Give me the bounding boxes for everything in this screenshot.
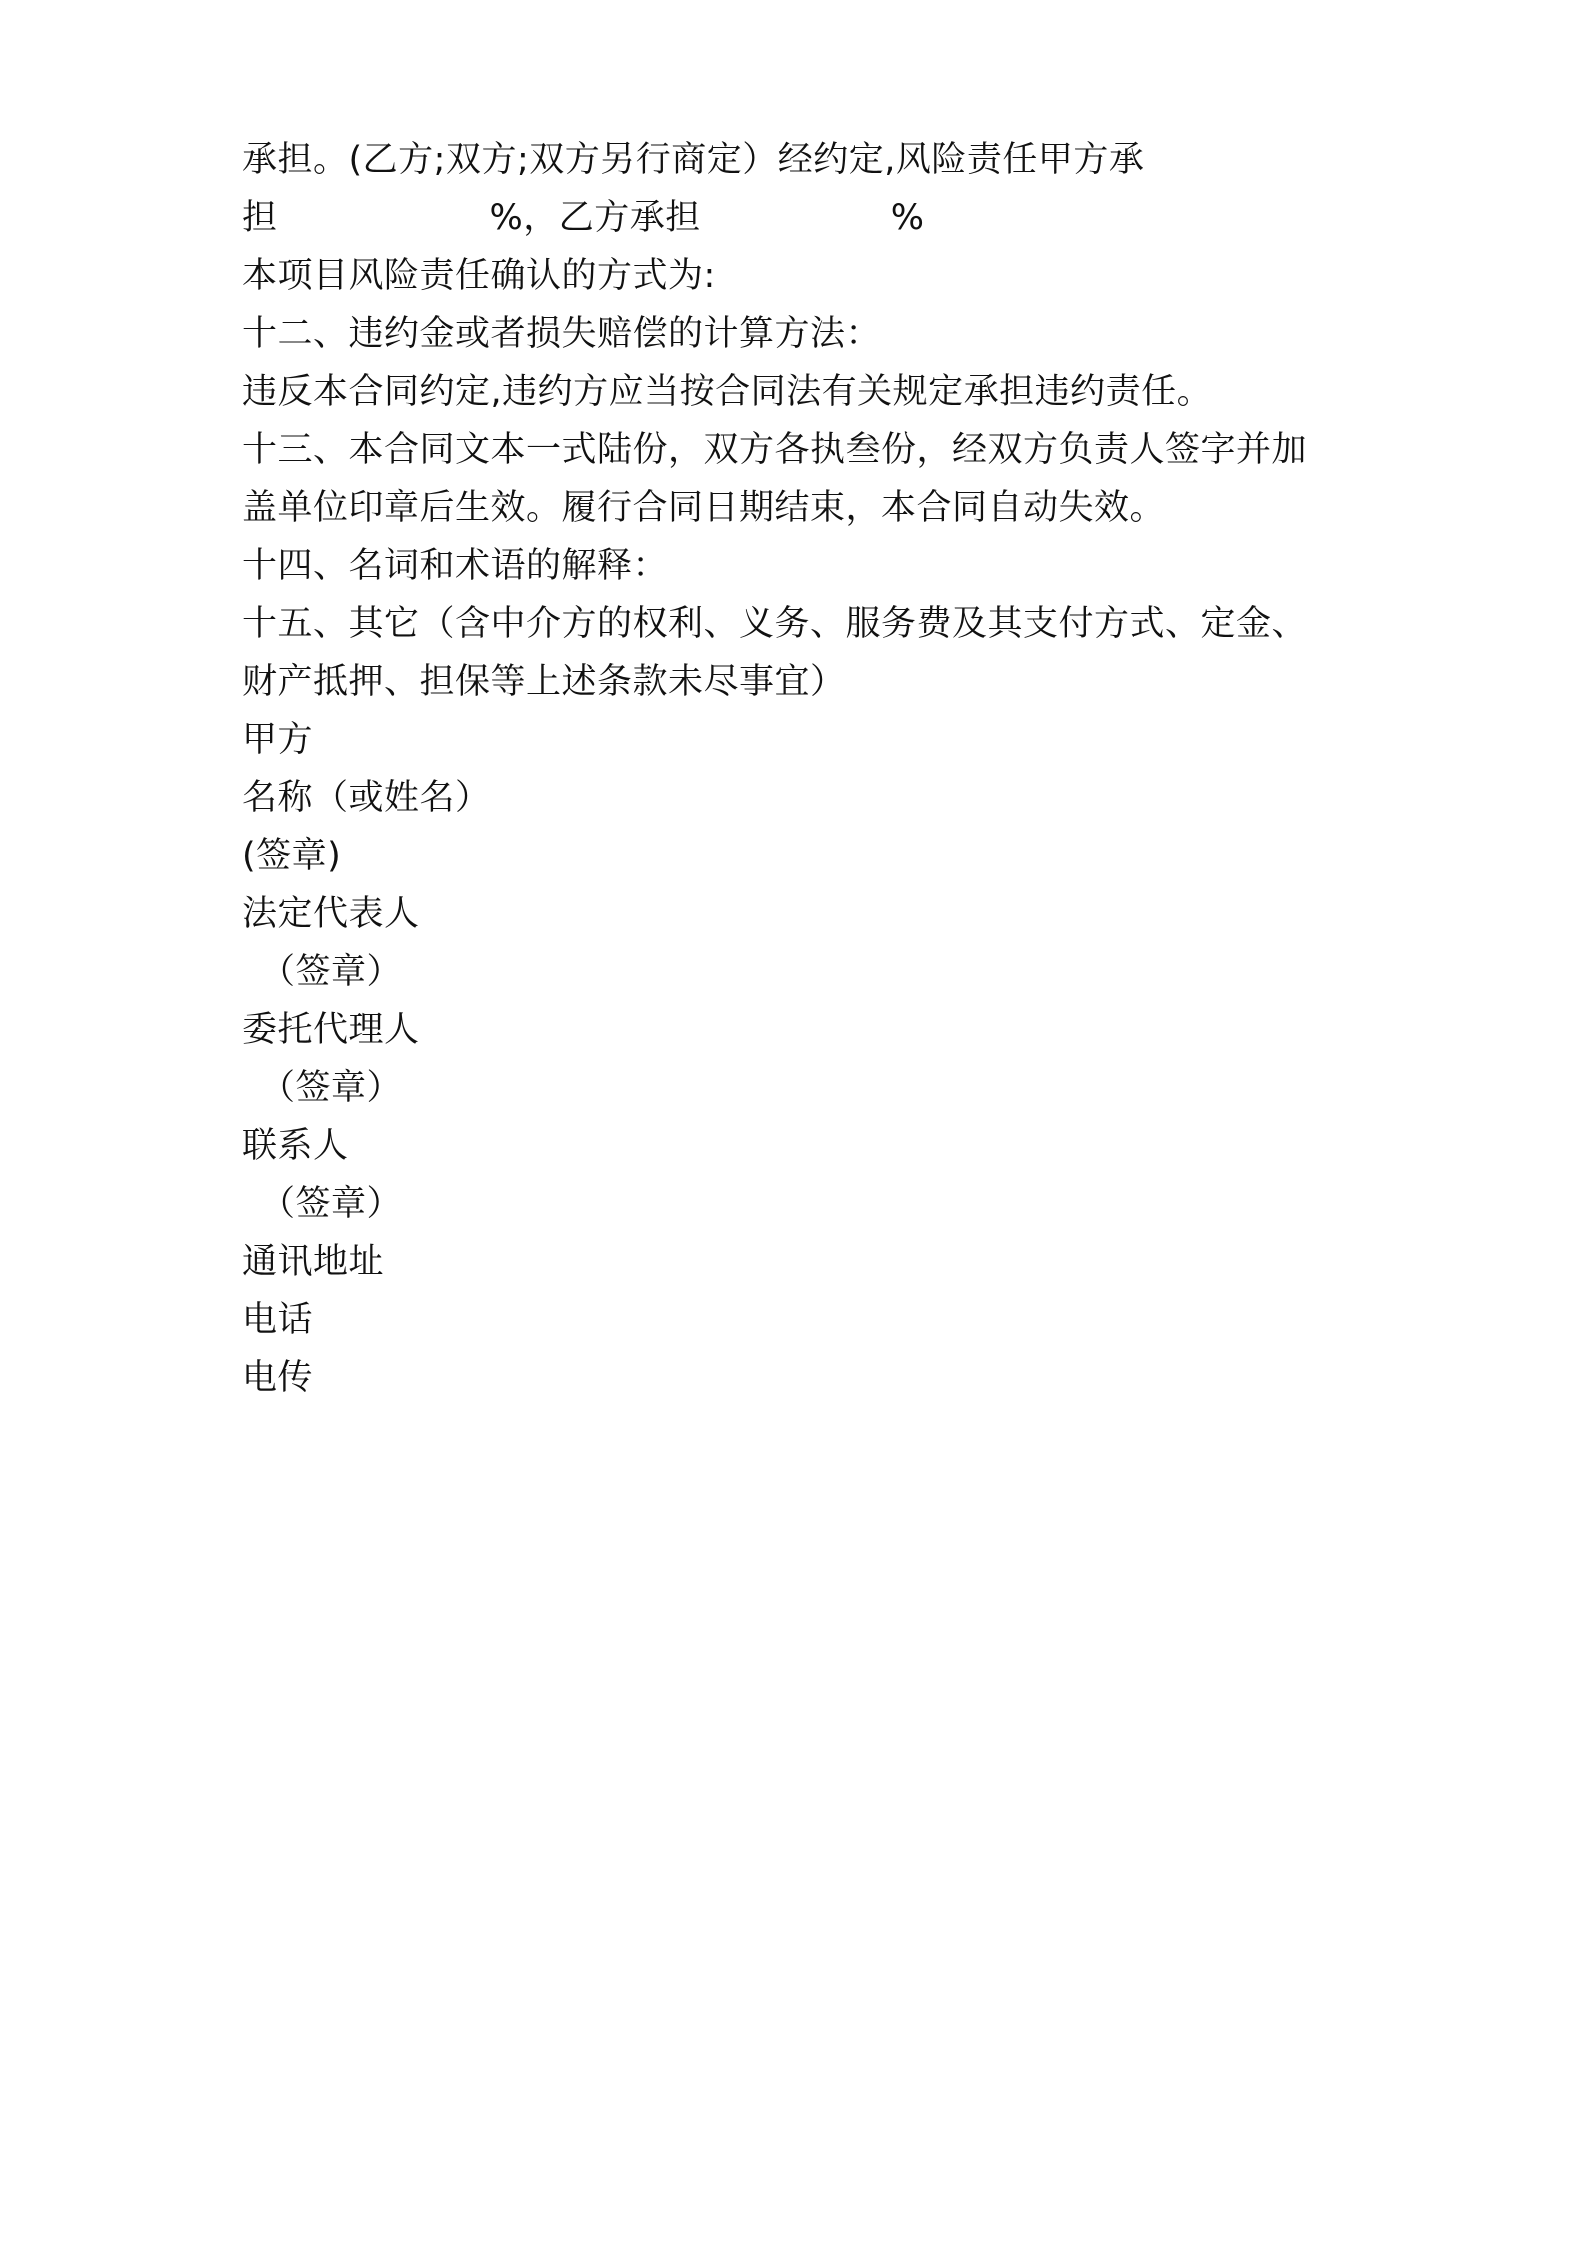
agent-label: 委托代理人 [242, 1010, 420, 1050]
party-a-label: 甲方 [242, 720, 314, 760]
contact-label: 联系人 [242, 1126, 349, 1166]
phone-label: 电话 [242, 1300, 314, 1340]
seal-label-1: (签章) [242, 836, 342, 876]
seal-label-4: （签章） [260, 1184, 403, 1224]
seal-label-2: （签章） [260, 952, 403, 992]
clause-12-body: 违反本合同约定,违约方应当按合同法有关规定承担违约责任。 [242, 372, 1213, 412]
paragraph-risk-split [242, 196, 925, 240]
clause-13-line-1: 十三、本合同文本一式陆份，双方各执叁份，经双方负责人签字并加 [242, 430, 1308, 470]
name-label: 名称（或姓名） [242, 778, 491, 818]
paragraph-risk-confirmation: 本项目风险责任确认的方式为: [242, 256, 716, 296]
fax-label: 电传 [242, 1358, 314, 1398]
clause-15-line-2: 财产抵押、担保等上述条款未尽事宜） [242, 662, 846, 702]
risk-split-suffix: % [890, 198, 925, 238]
paragraph-risk-bearing: 承担。(乙方;双方;双方另行商定）经约定,风险责任甲方承 [242, 140, 1145, 180]
clause-14-heading: 十四、名词和术语的解释： [242, 546, 669, 586]
clause-15-line-1: 十五、其它（含中介方的权利、义务、服务费及其支付方式、定金、 [242, 604, 1308, 644]
clause-13-line-2: 盖单位印章后生效。履行合同日期结束，本合同自动失效。 [242, 488, 1166, 528]
clause-12-heading: 十二、违约金或者损失赔偿的计算方法： [242, 314, 882, 354]
risk-split-middle: %，乙方承担 [489, 198, 701, 238]
seal-label-3: （签章） [260, 1068, 403, 1108]
address-label: 通讯地址 [242, 1242, 385, 1282]
legal-representative-label: 法定代表人 [242, 894, 420, 934]
risk-split-prefix: 担 [242, 198, 278, 238]
